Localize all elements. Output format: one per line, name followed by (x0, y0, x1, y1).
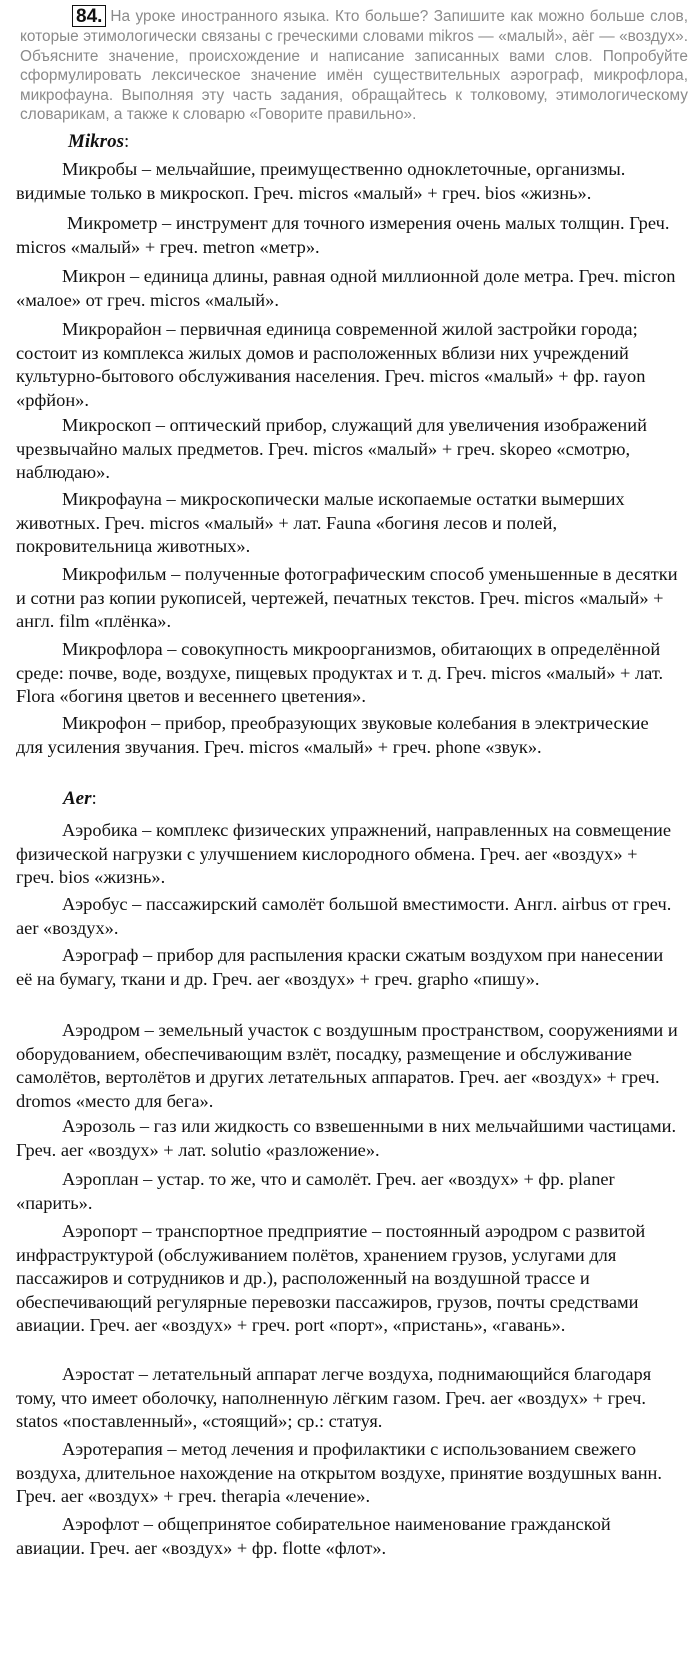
entry-aerobics: Аэробика – комплекс физических упражнений, направленных на совмещение физической нагрузки с улучшением кислородного обмена. Греч. aer «воздух» + греч. bios «жизнь». (16, 820, 672, 888)
entry-micron: Микрон – единица длины, равная одной миллионной доле метра. Греч. micron «малое» от греч. micros «малый». (16, 266, 676, 310)
section-heading-mikros: Mikros: (68, 131, 130, 152)
entry-aerodrome: Аэродром – земельный участок с воздушным пространством, сооружениями и оборудованием, обеспечивающим взлёт, посадку, размещение и обслуживание самолётов, вертолётов и других летательных аппаратов. Греч. aer «воздух» + греч. dromos «место для бега». (16, 1020, 678, 1111)
section-heading-aer: Aer: (63, 788, 97, 809)
entry-airbrush: Аэрограф – прибор для распыления краски сжатым воздухом при нанесении её на бумагу, ткани и др. Греч. aer «воздух» + греч. grapho «пишу». (16, 945, 664, 989)
task-statement (20, 5, 688, 125)
task-number: 84. (72, 5, 106, 27)
entry-aeroplane: Аэроплан – устар. то же, что и самолёт. Греч. aer «воздух» + фр. planer «парить». (16, 1169, 615, 1213)
entry-aerosol: Аэрозоль – газ или жидкость со взвешенными в них мельчайшими частицами. Греч. aer «воздух» + лат. solutio «разложение». (16, 1116, 677, 1160)
entry-microbes: Микробы – мельчайшие, преимущественно одноклеточные, организмы. видимые только в микроскоп. Греч. micros «малый» + греч. bios «жизнь». (16, 159, 626, 203)
entry-aerostat: Аэростат – летательный аппарат легче воздуха, поднимающийся благодаря тому, что имеет оболочку, наполненную лёгким газом. Греч. aer «воздух» + греч. statos «поставленный», «стоящий»; ср.: статуя. (16, 1364, 652, 1432)
entry-airport: Аэропорт – транспортное предприятие – постоянный аэродром с развитой инфраструктурой (обслуживанием полётов, хранением грузов, услугами для пассажиров и сотрудников и др.), расположенный на воздушной трассе и обеспечивающий регулярные перевозки пассажиров, грузов, почты средствами авиации. Греч. aer «воздух» + греч. port «порт», «пристань», «гавань». (16, 1221, 646, 1336)
entry-aerotherapy: Аэротерапия – метод лечения и профилактики с использованием свежего воздуха, длительное нахождение на открытом воздухе, принятие воздушных ванн. Греч. aer «воздух» + греч. therapia «лечение». (16, 1439, 662, 1507)
task-text: На уроке иностранного языка. Кто больше? Запишите как можно больше слов, которые этимологически связаны с греческими словами mikros — «малый», aёг — «воздух». Объясните значение, происхождение и написание записанных вами слов. Попробуйте сформулировать лексическое значение имён существительных аэрограф, микрофлора, микрофауна. Выполняя эту часть задания, обращайтесь к толковому, этимологическому словарикам, а также к словарю «Говорите правильно». (20, 8, 688, 124)
entry-microdistrict: Микрорайон – первичная единица современной жилой застройки города; состоит из комплекса жилых домов и расположенных вблизи них учреждений культурно-бытового обслуживания населения. Греч. micros «малый» + фр. rayon «рфйон». (16, 319, 646, 410)
entry-microfilm: Микрофильм – полученные фотографическим способ уменьшенные в десятки и сотни раз копии рукописей, чертежей, печатных текстов. Греч. micros «малый» + англ. film «плёнка». (16, 564, 678, 632)
entry-airbus: Аэробус – пассажирский самолёт большой вместимости. Англ. airbus от греч. aer «воздух». (16, 894, 672, 938)
entry-microfauna: Микрофауна – микроскопически малые ископаемые остатки вымерших животных. Греч. micros «малый» + лат. Fauna «богиня лесов и полей, покровительница животных». (16, 489, 625, 557)
entry-micrometer: Микрометр – инструмент для точного измерения очень малых толщин. Греч. micros «малый» + греч. metron «метр». (16, 213, 670, 257)
entry-microphone: Микрофон – прибор, преобразующих звуковые колебания в электрические для усиления звучания. Греч. micros «малый» + греч. phone «звук». (16, 713, 649, 757)
entry-microscope: Микроскоп – оптический прибор, служащий для увеличения изображений чрезвычайно малых предметов. Греч. micros «малый» + греч. skopeo «смотрю, наблюдаю». (16, 415, 647, 483)
entry-microflora: Микрофлора – совокупность микроорганизмов, обитающих в определённой среде: почве, воде, воздухе, пищевых продуктах и т. д. Греч. micros «малый» + лат. Flora «богиня цветов и весеннего цветения». (16, 639, 664, 707)
entry-aeroflot: Аэрофлот – общепринятое собирательное наименование гражданской авиации. Греч. aer «воздух» + фр. flotte «флот». (16, 1514, 611, 1558)
